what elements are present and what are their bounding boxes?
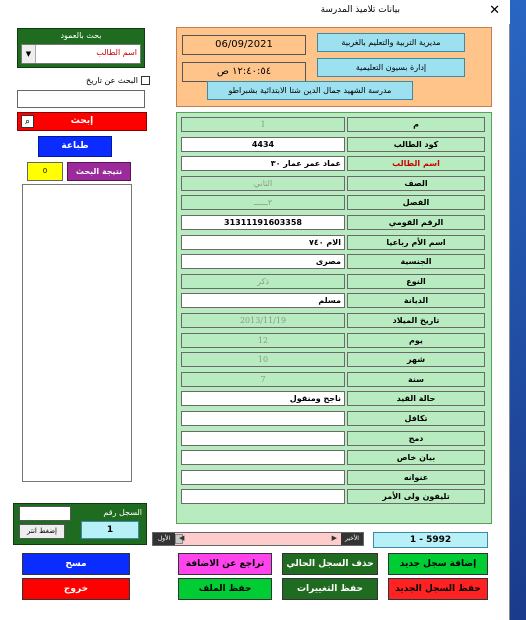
- field-value[interactable]: [181, 470, 345, 485]
- field-value[interactable]: ناجح ومنقول: [181, 391, 345, 406]
- school-name-label: مدرسة الشهيد جمال الدين شتا الابتدائية بشبراطو: [207, 81, 413, 100]
- scroll-track[interactable]: [175, 533, 341, 545]
- date-search-checkbox-row[interactable]: [70, 76, 150, 88]
- field-value[interactable]: مصرى: [181, 254, 345, 269]
- search-input[interactable]: [17, 90, 145, 108]
- search-column-value: اسم الطالب: [96, 48, 137, 57]
- undo-add-button[interactable]: تراجع عن الاضافة: [178, 553, 272, 575]
- field-value[interactable]: عماد عمر عمار ٣٠: [181, 156, 345, 171]
- field-value: ٢ــــــ: [181, 195, 345, 210]
- field-label: كود الطالب: [347, 137, 485, 152]
- search-button[interactable]: [17, 112, 147, 131]
- field-label: الديانة: [347, 293, 485, 308]
- field-value[interactable]: 4434: [181, 137, 345, 152]
- field-value[interactable]: الام ٧٤٠: [181, 235, 345, 250]
- search-button-label: إبحث: [70, 116, 94, 126]
- search-column-select[interactable]: [21, 44, 141, 64]
- first-record-button[interactable]: الأول: [153, 533, 175, 545]
- field-label: سنة: [347, 372, 485, 387]
- field-label: تليفون ولى الأمر: [347, 489, 485, 504]
- field-value[interactable]: [181, 489, 345, 504]
- date-search-checkbox[interactable]: [141, 76, 150, 85]
- delete-record-button[interactable]: حذف السجل الحالي: [282, 553, 378, 575]
- field-value: ذكر: [181, 274, 345, 289]
- add-record-button[interactable]: إضافة سجل جديد: [388, 553, 488, 575]
- field-label: دمج: [347, 431, 485, 446]
- save-file-button[interactable]: حفظ الملف: [178, 578, 272, 600]
- administration-label: إدارة بسيون التعليمية: [317, 58, 465, 77]
- title-bar: [0, 0, 510, 24]
- go-to-record-button[interactable]: إضغط انتر: [19, 524, 65, 539]
- field-label: الجنسية: [347, 254, 485, 269]
- field-value: 12: [181, 333, 345, 348]
- field-label: بيان خاص: [347, 450, 485, 465]
- result-count-badge: 0: [27, 162, 63, 181]
- save-changes-button[interactable]: حفظ التغييرات: [282, 578, 378, 600]
- clear-button[interactable]: مسح: [22, 553, 130, 575]
- field-label: الرقم القومي: [347, 215, 485, 230]
- field-label: اسم الأم رباعيا: [347, 235, 485, 250]
- field-label: م: [347, 117, 485, 132]
- chevron-left-icon[interactable]: ◀: [179, 534, 185, 542]
- record-count-display: 1 - 5992: [373, 532, 488, 548]
- field-value: 2013/11/19: [181, 313, 345, 328]
- field-label: الصف: [347, 176, 485, 191]
- field-value: 7: [181, 372, 345, 387]
- field-label: عنوانه: [347, 470, 485, 485]
- search-result-button[interactable]: نتيجة البحث: [67, 162, 131, 181]
- save-new-record-button[interactable]: حفظ السجل الجديد: [388, 578, 488, 600]
- student-form: [176, 112, 492, 524]
- field-value[interactable]: [181, 450, 345, 465]
- close-icon[interactable]: ✕: [489, 3, 500, 18]
- field-label: تاريخ الميلاد: [347, 313, 485, 328]
- record-number-label: السجل رقم: [103, 508, 142, 517]
- field-value: 1: [181, 117, 345, 132]
- last-record-button[interactable]: الأخير: [341, 533, 363, 545]
- record-number-input[interactable]: [19, 506, 71, 521]
- field-value[interactable]: 31311191603358: [181, 215, 345, 230]
- window-title: بيانات تلاميذ المدرسة: [320, 5, 400, 15]
- current-time: ١٢:٤٠:٥٤ ص: [182, 62, 306, 82]
- field-label: يوم: [347, 333, 485, 348]
- field-label: شهر: [347, 352, 485, 367]
- chevron-down-icon[interactable]: ▼: [22, 45, 36, 63]
- field-label: الفصل: [347, 195, 485, 210]
- field-value: الثاني: [181, 176, 345, 191]
- search-results-list[interactable]: [22, 184, 132, 482]
- field-label: تكافل: [347, 411, 485, 426]
- field-value[interactable]: [181, 411, 345, 426]
- directorate-label: مديرية التربية والتعليم بالغربية: [317, 33, 465, 52]
- search-icon: ⌕: [21, 115, 34, 128]
- field-label: النوع: [347, 274, 485, 289]
- field-label: اسم الطالب: [347, 156, 485, 171]
- school-header-panel: [176, 27, 492, 107]
- field-value[interactable]: [181, 431, 345, 446]
- exit-button[interactable]: خروج: [22, 578, 130, 600]
- chevron-right-icon[interactable]: ▶: [331, 534, 337, 542]
- current-record-number: 1: [81, 521, 139, 539]
- search-column-group: [17, 28, 145, 68]
- current-date: 06/09/2021: [182, 35, 306, 55]
- field-label: حالة القيد: [347, 391, 485, 406]
- print-button[interactable]: طباعة: [38, 136, 112, 157]
- field-value: 10: [181, 352, 345, 367]
- date-search-label: البحث عن تاريخ: [86, 76, 138, 85]
- field-value[interactable]: مسلم: [181, 293, 345, 308]
- search-column-label: بحث بالعمود: [60, 31, 102, 40]
- record-scrollbar[interactable]: [152, 532, 364, 546]
- record-jump-panel: [13, 503, 147, 545]
